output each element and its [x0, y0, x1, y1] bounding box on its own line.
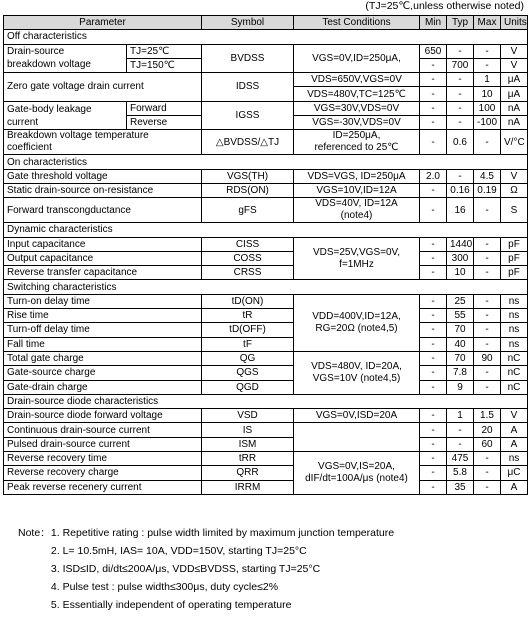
tdoff-typ: 70: [447, 323, 474, 337]
ciss-max: -: [474, 237, 501, 251]
sw-test-cell: [294, 294, 420, 351]
vth-min: 2.0: [420, 169, 447, 183]
tr-unit: ns: [501, 309, 528, 323]
table-row: [4, 266, 528, 280]
ism-symbol: ISM: [202, 437, 294, 451]
cap-test2: f=1MHz: [339, 258, 374, 270]
is-min: -: [420, 423, 447, 437]
idss-symbol: IDSS: [202, 73, 294, 102]
table-row: [4, 309, 528, 323]
rds-min: -: [420, 183, 447, 197]
tr-typ: 55: [447, 309, 474, 323]
tdon-symbol: tD(ON): [202, 294, 294, 308]
rds-symbol: RDS(ON): [202, 183, 294, 197]
vth-param: Gate threshold voltage: [4, 169, 202, 183]
vsd-typ: 1: [447, 409, 474, 423]
tdon-max: -: [474, 294, 501, 308]
crss-max: -: [474, 266, 501, 280]
ciss-typ: 1440: [447, 237, 474, 251]
coss-max: -: [474, 251, 501, 265]
header-typ: Typ: [447, 16, 474, 30]
bvdss-unit2: V: [501, 58, 528, 72]
tdon-unit: ns: [501, 294, 528, 308]
note-5: 5. Essentially independent of operating temperature: [50, 599, 292, 611]
irrm-symbol: IRRM: [202, 480, 294, 494]
igss-min1: -: [420, 101, 447, 115]
qgd-min: -: [420, 380, 447, 394]
gfs-typ: 16: [447, 198, 474, 223]
is-symbol: IS: [202, 423, 294, 437]
table-row: [4, 130, 528, 155]
table-row: [4, 423, 528, 437]
vth-typ: -: [447, 169, 474, 183]
qg-min: -: [420, 351, 447, 365]
idss-test2: VDS=480V,TC=125℃: [294, 87, 420, 101]
coss-min: -: [420, 251, 447, 265]
igss-typ1: -: [447, 101, 474, 115]
igss-param1: Gate-body leakage: [7, 103, 92, 115]
ciss-min: -: [420, 237, 447, 251]
ism-max: 60: [474, 437, 501, 451]
table-row: [4, 251, 528, 265]
header-symbol: Symbol: [202, 16, 294, 30]
sw-test1: VDD=400V,ID=12A,: [312, 310, 401, 322]
ism-param: Pulsed drain-source current: [4, 437, 202, 451]
header-min: Min: [420, 16, 447, 30]
vsd-unit: V: [501, 409, 528, 423]
bvdss-test: VGS=0V,ID=250μA,: [294, 44, 420, 73]
gfs-symbol: gFS: [202, 198, 294, 223]
igss-symbol: IGSS: [202, 101, 294, 130]
table-row: [4, 437, 528, 451]
bvdss-unit1: V: [501, 44, 528, 58]
table-row: [4, 73, 528, 87]
igss-typ2: -: [447, 116, 474, 130]
trr-min: -: [420, 452, 447, 466]
bvdss-cond2: TJ=150℃: [130, 59, 175, 71]
ism-typ: -: [447, 437, 474, 451]
igss-min2: -: [420, 116, 447, 130]
bvdss-max2: -: [474, 58, 501, 72]
vsd-param: Drain-source diode forward voltage: [4, 409, 202, 423]
qgs-param: Gate-source charge: [4, 366, 202, 380]
qgd-param: Gate-drain charge: [4, 380, 202, 394]
igss-unit1: nA: [501, 101, 528, 115]
coss-param: Output capacitance: [4, 251, 202, 265]
tf-min: -: [420, 337, 447, 351]
idss-max2: 10: [474, 87, 501, 101]
ism-unit: A: [501, 437, 528, 451]
tc-param-cell: [4, 130, 202, 155]
vsd-min: -: [420, 409, 447, 423]
trr-param: Reverse recovery time: [4, 452, 202, 466]
igss-param2: current: [7, 116, 39, 128]
rds-typ: 0.16: [447, 183, 474, 197]
bvdss-param-cell: [4, 44, 202, 73]
electrical-characteristics-table: [3, 15, 528, 495]
rds-test: VGS=10V,ID=12A: [294, 183, 420, 197]
tdoff-param: Turn-off delay time: [4, 323, 202, 337]
vsd-test: VGS=0V,ISD=20A: [294, 409, 420, 423]
q-test2: VGS=10V (note4,5): [312, 372, 401, 384]
table-row: [4, 480, 528, 494]
igss-dir2: Reverse: [130, 117, 168, 129]
vsd-symbol: VSD: [202, 409, 294, 423]
note-4: 4. Pulse test : pulse width≤300μs, duty cycle≤2%: [50, 581, 279, 593]
tc-unit: V/°C: [501, 130, 528, 155]
qg-param: Total gate charge: [4, 351, 202, 365]
sw-test2: RG=20Ω (note4,5): [315, 322, 398, 334]
tf-param: Fall time: [4, 337, 202, 351]
notes-label: Note：: [18, 527, 51, 539]
irrm-min: -: [420, 480, 447, 494]
section-dynamic: Dynamic characteristics: [4, 223, 528, 237]
bvdss-typ2: 700: [447, 58, 474, 72]
crss-param: Reverse transfer capacitance: [4, 266, 202, 280]
coss-symbol: COSS: [202, 251, 294, 265]
bvdss-param1: Drain-source: [7, 46, 65, 58]
tf-max: -: [474, 337, 501, 351]
tc-test1: ID=250μA,: [332, 130, 381, 142]
qgd-unit: nC: [501, 380, 528, 394]
tf-typ: 40: [447, 337, 474, 351]
qrr-max: -: [474, 466, 501, 480]
igss-dir1: Forward: [127, 102, 201, 116]
tc-symbol: △BVDSS/△TJ: [202, 130, 294, 155]
table-row: [4, 452, 528, 466]
coss-unit: pF: [501, 251, 528, 265]
tc-min: -: [420, 130, 447, 155]
bvdss-min2: -: [420, 58, 447, 72]
tdoff-min: -: [420, 323, 447, 337]
vth-test: VDS=VGS, ID=250μA: [294, 169, 420, 183]
tdoff-max: -: [474, 323, 501, 337]
gfs-max: -: [474, 198, 501, 223]
igss-param-cell: [4, 101, 202, 130]
table-row: [4, 169, 528, 183]
irrm-typ: 35: [447, 480, 474, 494]
bvdss-max1: -: [474, 44, 501, 58]
vth-symbol: VGS(TH): [202, 169, 294, 183]
header-test: Test Conditions: [294, 16, 420, 30]
vsd-max: 1.5: [474, 409, 501, 423]
q-test-cell: [294, 351, 420, 394]
ciss-param: Input capacitance: [4, 237, 202, 251]
notes-block: [18, 524, 394, 614]
crss-typ: 10: [447, 266, 474, 280]
is-param: Continuous drain-source current: [4, 423, 202, 437]
tc-test-cell: [294, 130, 420, 155]
tc-test2: referenced to 25℃: [314, 142, 399, 154]
igss-test1: VGS=30V,VDS=0V: [294, 101, 420, 115]
vth-max: 4.5: [474, 169, 501, 183]
header-units: Units: [501, 16, 528, 30]
tc-param1: Breakdown voltage temperature: [7, 130, 149, 142]
tr-param: Rise time: [4, 309, 202, 323]
trr-unit: ns: [501, 452, 528, 466]
idss-typ1: -: [447, 73, 474, 87]
table-row: [4, 237, 528, 251]
qrr-param: Reverse recovery charge: [4, 466, 202, 480]
rr-test1: VGS=0V,IS=20A,: [318, 460, 395, 472]
table-row: [4, 380, 528, 394]
crss-unit: pF: [501, 266, 528, 280]
tdon-param: Turn-on delay time: [4, 294, 202, 308]
coss-typ: 300: [447, 251, 474, 265]
igss-max2: -100: [474, 116, 501, 130]
rr-test2: dIF/dt=100A/μs (note4): [305, 472, 408, 484]
bvdss-typ1: -: [447, 44, 474, 58]
table-row: [4, 294, 528, 308]
condition-note: (TJ=25℃,unless otherwise noted): [365, 0, 524, 12]
gfs-test1: VDS=40V, ID=12A: [315, 198, 398, 210]
qg-symbol: QG: [202, 351, 294, 365]
bvdss-symbol: BVDSS: [202, 44, 294, 73]
q-test1: VDS=480V, ID=20A,: [311, 360, 402, 372]
rds-param: Static drain-source on-resistance: [4, 183, 202, 197]
igss-unit2: nA: [501, 116, 528, 130]
tc-typ: 0.6: [447, 130, 474, 155]
table-row: [4, 198, 528, 223]
is-typ: -: [447, 423, 474, 437]
gfs-min: -: [420, 198, 447, 223]
cap-test1: VDS=25V,VGS=0V,: [312, 246, 401, 258]
bvdss-param2: breakdown voltage: [7, 59, 91, 71]
section-off: Off characteristics: [4, 30, 528, 44]
qgs-max: -: [474, 366, 501, 380]
tf-unit: ns: [501, 337, 528, 351]
igss-test2: VGS=-30V,VDS=0V: [294, 116, 420, 130]
qgs-min: -: [420, 366, 447, 380]
table-row: [4, 409, 528, 423]
qg-unit: nC: [501, 351, 528, 365]
idss-unit1: μA: [501, 73, 528, 87]
rr-test-cell: [294, 452, 420, 495]
qg-max: 90: [474, 351, 501, 365]
tdon-typ: 25: [447, 294, 474, 308]
note-3: 3. ISD≤ID, di/dt≤200A/μs, VDD≤BVDSS, starting TJ=25°C: [50, 563, 321, 575]
table-row: [4, 466, 528, 480]
idss-unit2: μA: [501, 87, 528, 101]
ciss-symbol: CISS: [202, 237, 294, 251]
header-max: Max: [474, 16, 501, 30]
rds-unit: Ω: [501, 183, 528, 197]
table-row: [4, 44, 528, 58]
note-1: 1. Repetitive rating : pulse width limited by maximum junction temperature: [50, 527, 395, 539]
tdoff-symbol: tD(OFF): [202, 323, 294, 337]
section-on: On characteristics: [4, 155, 528, 169]
table-row: [4, 101, 528, 115]
header-parameter: Parameter: [4, 16, 202, 30]
qgs-typ: 7.8: [447, 366, 474, 380]
qgd-symbol: QGD: [202, 380, 294, 394]
ism-min: -: [420, 437, 447, 451]
qrr-symbol: QRR: [202, 466, 294, 480]
note-2: 2. L= 10.5mH, IAS= 10A, VDD=150V, starting TJ=25°C: [50, 545, 307, 557]
qg-typ: 70: [447, 351, 474, 365]
idss-max1: 1: [474, 73, 501, 87]
vth-unit: V: [501, 169, 528, 183]
bvdss-min1: 650: [420, 44, 447, 58]
idss-param: Zero gate voltage drain current: [4, 73, 202, 102]
ciss-unit: pF: [501, 237, 528, 251]
qrr-unit: μC: [501, 466, 528, 480]
tr-min: -: [420, 309, 447, 323]
section-diode: Drain-source diode characteristics: [4, 394, 528, 408]
gfs-test-cell: [294, 198, 420, 223]
tdon-min: -: [420, 294, 447, 308]
table-row: [4, 183, 528, 197]
qrr-min: -: [420, 466, 447, 480]
is-unit: A: [501, 423, 528, 437]
crss-min: -: [420, 266, 447, 280]
table-header: [4, 16, 528, 30]
idss-min1: -: [420, 73, 447, 87]
qgs-symbol: QGS: [202, 366, 294, 380]
tc-param2: coefficient: [7, 142, 52, 154]
bvdss-cond1: TJ=25℃: [127, 45, 201, 59]
trr-typ: 475: [447, 452, 474, 466]
table-row: [4, 351, 528, 365]
trr-max: -: [474, 452, 501, 466]
qrr-typ: 5.8: [447, 466, 474, 480]
crss-symbol: CRSS: [202, 266, 294, 280]
tf-symbol: tF: [202, 337, 294, 351]
section-switching: Switching characteristics: [4, 280, 528, 294]
gfs-test2: (note4): [340, 210, 373, 222]
idss-test1: VDS=650V,VGS=0V: [294, 73, 420, 87]
rds-max: 0.19: [474, 183, 501, 197]
is-test-empty: [294, 423, 420, 452]
tr-max: -: [474, 309, 501, 323]
tc-max: -: [474, 130, 501, 155]
irrm-max: -: [474, 480, 501, 494]
qgd-typ: 9: [447, 380, 474, 394]
tr-symbol: tR: [202, 309, 294, 323]
idss-typ2: -: [447, 87, 474, 101]
trr-symbol: tRR: [202, 452, 294, 466]
qgs-unit: nC: [501, 366, 528, 380]
table-row: [4, 323, 528, 337]
is-max: 20: [474, 423, 501, 437]
cap-test-cell: [294, 237, 420, 280]
idss-min2: -: [420, 87, 447, 101]
gfs-unit: S: [501, 198, 528, 223]
tdoff-unit: ns: [501, 323, 528, 337]
table-row: [4, 337, 528, 351]
irrm-param: Peak reverse recenery current: [4, 480, 202, 494]
qgd-max: -: [474, 380, 501, 394]
gfs-param: Forward transcongductance: [4, 198, 202, 223]
irrm-unit: A: [501, 480, 528, 494]
table-row: [4, 366, 528, 380]
igss-max1: 100: [474, 101, 501, 115]
